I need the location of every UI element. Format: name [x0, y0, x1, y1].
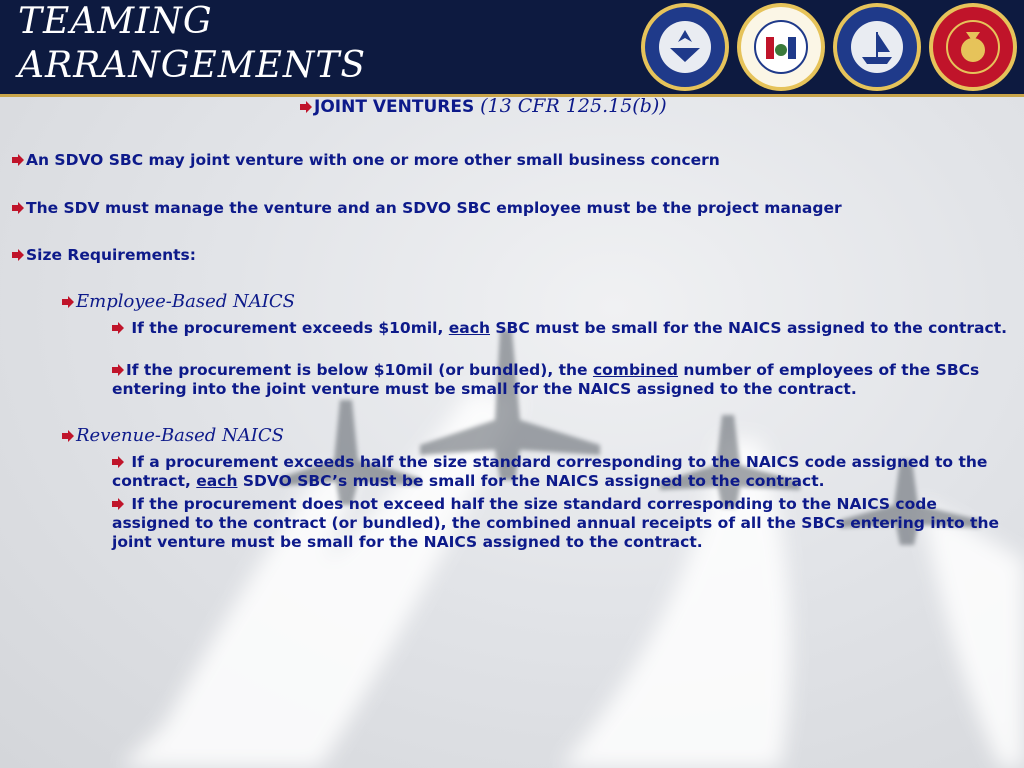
marine-corps-seal-logo — [928, 2, 1018, 92]
arrow-bullet-icon — [112, 456, 124, 468]
department-seals — [640, 2, 1018, 92]
section-heading — [300, 97, 667, 117]
bullet-text: Size Requirements: — [26, 246, 196, 264]
text-part: SBC must be small for the NAICS assigned to the contract. — [490, 319, 1008, 337]
arrow-bullet-icon — [62, 430, 74, 442]
revenue-based-naics-heading — [62, 426, 284, 445]
text-part: If the procurement exceeds $10mil, — [126, 319, 449, 337]
slide-title — [18, 0, 366, 88]
arrow-bullet-icon — [12, 154, 24, 166]
subheading-text: Employee-Based NAICS — [76, 291, 295, 312]
underlined-word: combined — [592, 361, 678, 379]
arrow-bullet-icon — [112, 498, 124, 510]
arrow-bullet-icon — [62, 296, 74, 308]
text-part: If a procurement exceeds half the size standard corresponding to the NAICS code assigned to the contract, — [112, 453, 988, 490]
employee-item-1 — [112, 319, 1012, 338]
title-bar — [0, 0, 1024, 97]
bullet-text: The SDV must manage the venture and an SDVO SBC employee must be the project manager — [26, 199, 842, 217]
underlined-word: each — [448, 319, 490, 337]
air-force-seal-logo — [640, 2, 730, 92]
employee-based-naics-heading — [62, 292, 295, 311]
heading-label: JOINT VENTURES — [314, 97, 475, 117]
slide-title-line-1: TEAMING — [18, 1, 213, 42]
arrow-bullet-icon — [112, 322, 124, 334]
bullet-size-requirements — [12, 246, 196, 265]
bullet-manage-venture — [12, 199, 842, 218]
employee-item-2 — [112, 361, 1012, 399]
bullet-text: An SDVO SBC may joint venture with one or more other small business concern — [26, 151, 720, 169]
text-part: number of employees of the SBCs entering into the joint venture must be small for the NAICS assigned to the contract. — [112, 361, 980, 398]
text-part: If the procurement is below $10mil (or bundled), the — [126, 361, 593, 379]
navy-seal-logo — [832, 2, 922, 92]
slide-title-line-2: ARRANGEMENTS — [18, 45, 367, 86]
arrow-bullet-icon — [12, 202, 24, 214]
arrow-bullet-icon — [300, 101, 312, 113]
revenue-item-1 — [112, 453, 1012, 491]
arrow-bullet-icon — [112, 364, 124, 376]
heading-citation: (13 CFR 125.15(b)) — [480, 95, 667, 117]
army-seal-logo — [736, 2, 826, 92]
underlined-word: each — [196, 472, 238, 490]
text-part: SDVO SBC’s must be small for the NAICS assigned to the contract. — [237, 472, 825, 490]
subheading-text: Revenue-Based NAICS — [76, 425, 285, 446]
arrow-bullet-icon — [12, 249, 24, 261]
text-part: If the procurement does not exceed half the size standard corresponding to the NAICS code assigned to the contract (or bundled), the combined annual receipts of all the SBCs entering into the joint venture must be small for the NAICS assigned to the contract. — [112, 495, 999, 551]
bullet-joint-venture — [12, 151, 720, 170]
revenue-item-2 — [112, 495, 1012, 552]
